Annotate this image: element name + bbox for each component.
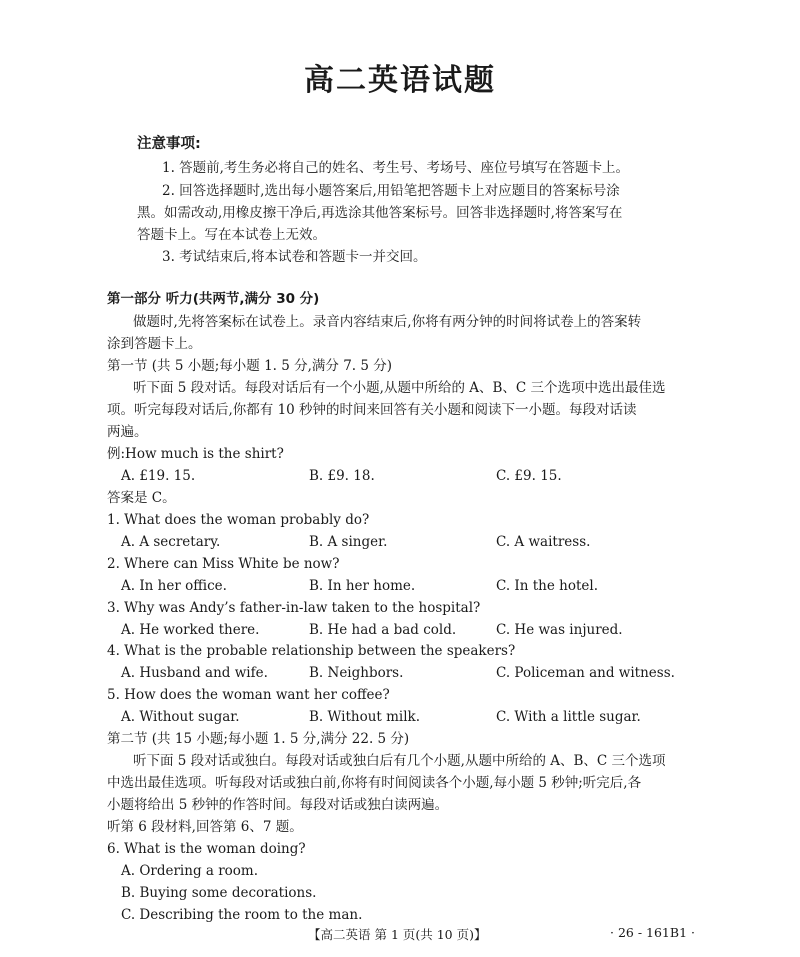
section2-line-2: 中选出最佳选项。听每段对话或独白前,你将有时间阅读各个小题,每小题 5 秒钟;听完后,各 [107,775,642,791]
example-option-b: B. £9. 18. [309,468,375,484]
footer-code: · 26 - 161B1 · [610,925,695,940]
section1-line-2: 项。听完每段对话后,你都有 10 秒钟的时间来回答有关小题和阅读下一小题。每段对话读 [107,402,637,418]
page-title: 高二英语试题 [304,63,496,98]
footer-page-label: 【高二英语 第 1 页(共 10 页)】 [308,927,487,942]
question-1-option-a: A. A secretary. [121,534,221,550]
question-5: 5. How does the woman want her coffee? [107,687,390,703]
question-2-option-a: A. In her office. [121,578,227,594]
section1-line-1: 听下面 5 段对话。每段对话后有一个小题,从题中所给的 A、B、C 三个选项中选出最佳选 [133,380,666,396]
question-3: 3. Why was Andy’s father-in-law taken to the hospital? [107,600,481,616]
question-5-option-c: C. With a little sugar. [496,709,641,725]
notice-item-2-line-1: 2. 回答选择题时,选出每小题答案后,用铅笔把答题卡上对应题目的答案标号涂 [162,183,620,199]
section2-line-1: 听下面 5 段对话或独白。每段对话或独白后有几个小题,从题中所给的 A、B、C 三个选项 [133,753,666,769]
section1-line-3: 两遍。 [107,424,148,440]
question-1-option-c: C. A waitress. [496,534,591,550]
section2-line-3: 小题将给出 5 秒钟的作答时间。每段对话或独白读两遍。 [107,797,449,813]
notice-heading: 注意事项: [137,136,201,152]
question-1: 1. What does the woman probably do? [107,512,370,528]
section2-material: 听第 6 段材料,回答第 6、7 题。 [107,819,303,835]
question-4-option-b: B. Neighbors. [309,665,404,681]
question-5-option-a: A. Without sugar. [121,709,240,725]
question-1-option-b: B. A singer. [309,534,388,550]
question-2: 2. Where can Miss White be now? [107,556,340,572]
question-2-option-c: C. In the hotel. [496,578,598,594]
section2-heading: 第二节 (共 15 小题;每小题 1. 5 分,满分 22. 5 分) [107,731,410,747]
question-3-option-b: B. He had a bad cold. [309,622,457,638]
example-option-a: A. £19. 15. [121,468,196,484]
question-6-option-c: C. Describing the room to the man. [121,907,363,923]
question-3-option-a: A. He worked there. [121,622,260,638]
notice-item-3: 3. 考试结束后,将本试卷和答题卡一并交回。 [162,249,427,265]
notice-item-2-line-3: 答题卡上。写在本试卷上无效。 [137,227,326,243]
question-6-option-b: B. Buying some decorations. [121,885,317,901]
part1-intro-line-2: 涂到答题卡上。 [107,336,202,352]
part1-intro-line-1: 做题时,先将答案标在试卷上。录音内容结束后,你将有两分钟的时间将试卷上的答案转 [133,314,642,330]
question-6: 6. What is the woman doing? [107,841,306,857]
question-5-option-b: B. Without milk. [309,709,421,725]
question-4: 4. What is the probable relationship between the speakers? [107,643,516,659]
example-answer: 答案是 C。 [107,490,176,506]
question-4-option-c: C. Policeman and witness. [496,665,675,681]
question-6-option-a: A. Ordering a room. [121,863,259,879]
section1-heading: 第一节 (共 5 小题;每小题 1. 5 分,满分 7. 5 分) [107,358,393,374]
notice-item-1: 1. 答题前,考生务必将自己的姓名、考生号、考场号、座位号填写在答题卡上。 [162,160,629,176]
question-4-option-a: A. Husband and wife. [121,665,268,681]
question-3-option-c: C. He was injured. [496,622,623,638]
example-question: 例:How much is the shirt? [107,446,284,462]
notice-item-2-line-2: 黑。如需改动,用橡皮擦干净后,再选涂其他答案标号。回答非选择题时,将答案写在 [137,205,623,221]
question-2-option-b: B. In her home. [309,578,416,594]
part1-heading: 第一部分 听力(共两节,满分 30 分) [107,291,320,307]
example-option-c: C. £9. 15. [496,468,562,484]
